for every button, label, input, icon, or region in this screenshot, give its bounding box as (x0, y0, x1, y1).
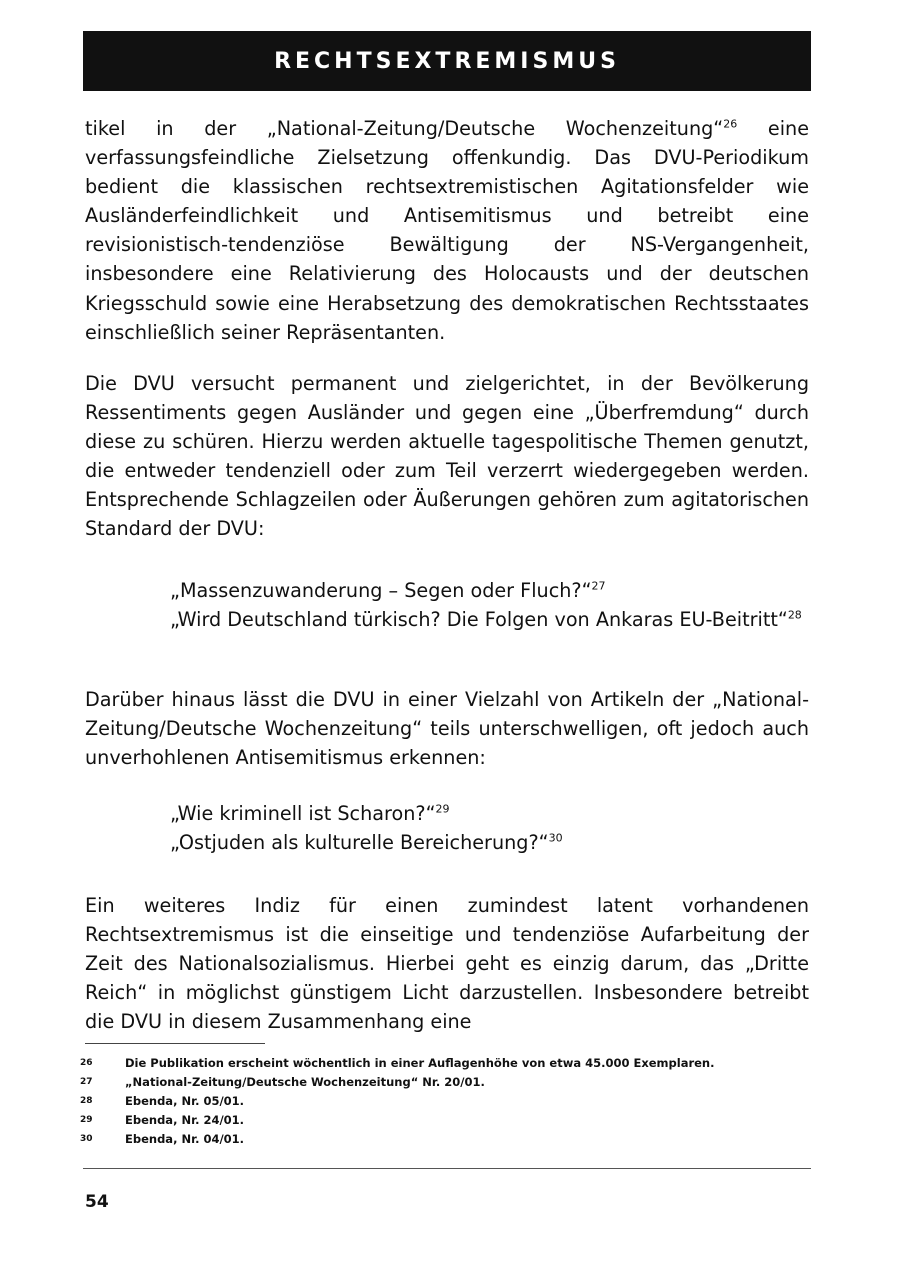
footnote-item (80, 1092, 800, 1111)
footnote-number: 27 (80, 1077, 93, 1087)
footnote-text: „National-Zeitung/Deutsche Wochenzeitung“ Nr. 20/01. (125, 1075, 485, 1089)
footnote-ref-30[interactable]: 30 (548, 831, 563, 845)
footnote-number: 26 (80, 1058, 93, 1068)
footnote-number: 30 (80, 1134, 93, 1144)
footnote-ref-28[interactable]: 28 (787, 608, 802, 622)
footnote-item (80, 1111, 800, 1130)
footnote-ref-29[interactable]: 29 (435, 802, 450, 816)
quote-text: „Wird Deutschland türkisch? Die Folgen von Ankaras EU-Beitritt“ (170, 608, 788, 631)
footnote-item (80, 1054, 800, 1073)
paragraph-4: Ein weiteres Indiz für einen zumindest latent vorhandenen Rechtsextremismus ist die einseitige und tendenziöse Aufarbeitung der Zeit des Nationalsozialismus. Hierbei geht es einzig darum, das „Dritte Reich“ in möglichst günstigem Licht darzustellen. Insbesondere betreibt die DVU in diesem Zusammenhang eine (85, 894, 809, 1034)
quote-text: „Ostjuden als kulturelle Bereicherung?“ (170, 831, 549, 854)
footnotes (80, 1054, 800, 1149)
header-bar (83, 31, 811, 91)
footnote-divider (85, 1043, 265, 1044)
page-number: 54 (85, 1192, 109, 1212)
paragraph-1-text-a: tikel in der „National-Zeitung/Deutsche Wochenzeitung“ (85, 117, 724, 140)
footnote-ref-26[interactable]: 26 (723, 117, 738, 131)
footnote-number: 28 (80, 1096, 93, 1106)
quote-line (170, 605, 810, 634)
page-bottom-divider (83, 1168, 811, 1169)
footnote-number: 29 (80, 1115, 93, 1125)
footnote-item (80, 1130, 800, 1149)
paragraph-3: Darüber hinaus lässt die DVU in einer Vielzahl von Artikeln der „National-Zeitung/Deutsche Wochenzeitung“ teils unterschwelligen, oft jedoch auch unverhohlenen Antisemitismus erkennen: (85, 688, 809, 770)
footnote-ref-27[interactable]: 27 (591, 579, 606, 593)
quote-block-2 (170, 799, 810, 857)
footnote-text: Ebenda, Nr. 05/01. (125, 1094, 245, 1108)
paragraph-1-text-b: eine verfassungsfeindliche Zielsetzung offenkundig. Das DVU-Periodikum bedient die klassischen rechtsextremistischen Agitationsfelder wie Ausländerfeindlichkeit und Antisemitismus und betreibt eine revisionistisch-tendenziöse Bewältigung der NS-Vergangenheit, insbesondere eine Relativierung des Holocausts und der deutschen Kriegsschuld sowie eine Herabsetzung des demokratischen Rechtsstaates einschließlich seiner Repräsentanten. (85, 117, 809, 344)
section-title: RECHTSEXTREMISMUS (274, 48, 620, 74)
footnote-text: Die Publikation erscheint wöchentlich in einer Auflagenhöhe von etwa 45.000 Exemplaren. (125, 1056, 715, 1070)
footnote-item (80, 1073, 800, 1092)
paragraph-2: Die DVU versucht permanent und zielgerichtet, in der Bevölkerung Ressentiments gegen Ausländer und gegen eine „Überfremdung“ durch diese zu schüren. Hierzu werden aktuelle tagespolitische Themen genutzt, die entweder tendenziell oder zum Teil verzerrt wiedergegeben werden. Entsprechende Schlagzeilen oder Äußerungen gehören zum agitatorischen Standard der DVU: (85, 372, 809, 541)
footnote-text: Ebenda, Nr. 04/01. (125, 1132, 245, 1146)
quote-line (170, 828, 810, 857)
quote-text: „Massenzuwanderung – Segen oder Fluch?“ (170, 579, 592, 602)
quote-text: „Wie kriminell ist Scharon?“ (170, 802, 436, 825)
quote-line (170, 799, 810, 828)
paragraph-1 (85, 114, 809, 347)
footnote-text: Ebenda, Nr. 24/01. (125, 1113, 245, 1127)
quote-line (170, 576, 810, 605)
quote-block-1 (170, 576, 810, 634)
